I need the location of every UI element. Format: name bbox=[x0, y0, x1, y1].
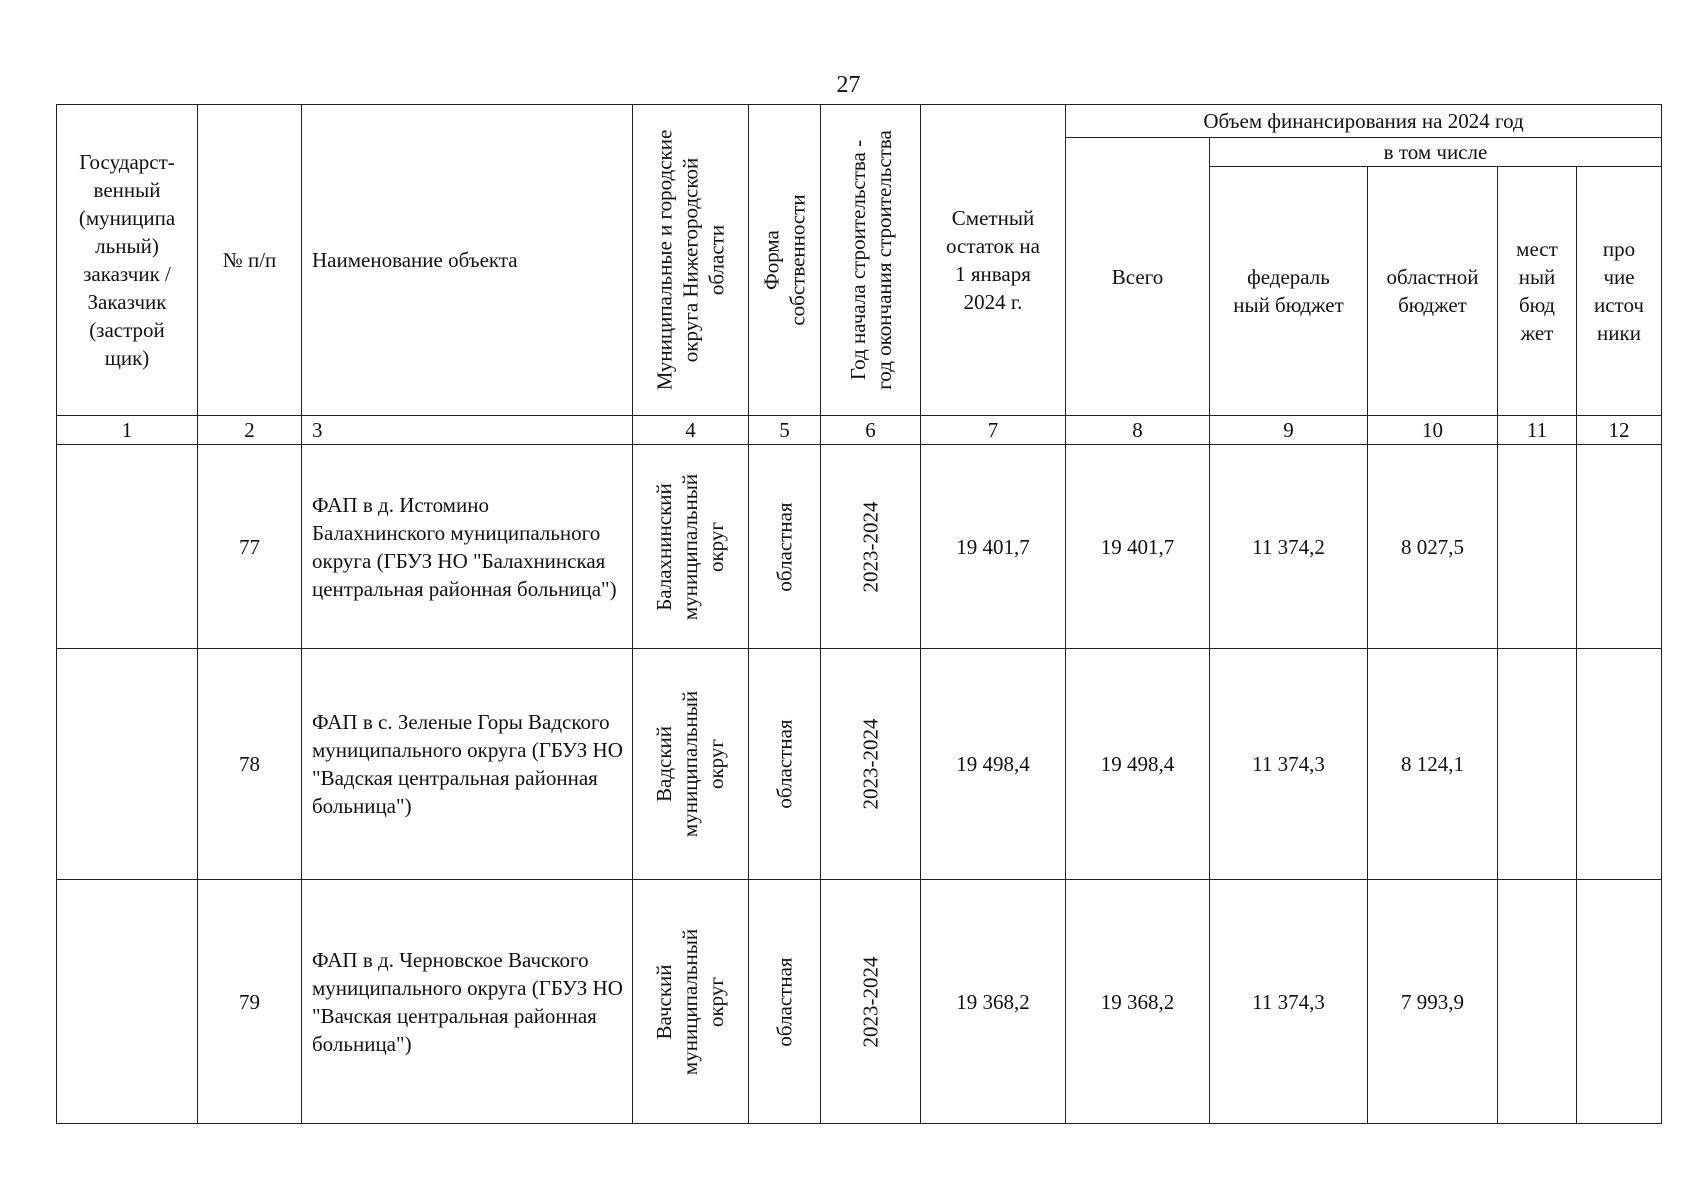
cell-ownership: областная bbox=[749, 649, 821, 880]
col-number: 3 bbox=[302, 416, 633, 445]
header-years: Год начала строительства - год окончания строительства bbox=[821, 105, 921, 416]
cell-estimate: 19 368,2 bbox=[921, 880, 1066, 1124]
cell-district: Вадский муниципальный округ bbox=[633, 649, 749, 880]
col-number: 11 bbox=[1498, 416, 1577, 445]
header-ownership: Форма собственности bbox=[749, 105, 821, 416]
header-other: про чие источ ники bbox=[1577, 167, 1662, 416]
cell-local bbox=[1498, 445, 1577, 649]
col-number: 4 bbox=[633, 416, 749, 445]
header-row-1 bbox=[57, 105, 1662, 138]
cell-other bbox=[1577, 649, 1662, 880]
cell-object-name: ФАП в с. Зеленые Горы Вадского муниципального округа (ГБУЗ НО "Вадская центральная районная больница") bbox=[302, 649, 633, 880]
col-number: 9 bbox=[1210, 416, 1368, 445]
col-number: 8 bbox=[1066, 416, 1210, 445]
cell-federal: 11 374,3 bbox=[1210, 880, 1368, 1124]
cell-other bbox=[1577, 445, 1662, 649]
header-funding-group: Объем финансирования на 2024 год bbox=[1066, 105, 1662, 138]
cell-years: 2023-2024 bbox=[821, 880, 921, 1124]
table-row bbox=[57, 880, 1662, 1124]
cell-customer bbox=[57, 445, 198, 649]
header-customer: Государст- венный (муниципа льный) заказчик / Заказчик (застрой щик) bbox=[57, 105, 198, 416]
page-number: 27 bbox=[836, 72, 861, 98]
cell-regional: 7 993,9 bbox=[1368, 880, 1498, 1124]
cell-district: Балахнинский муниципальный округ bbox=[633, 445, 749, 649]
cell-federal: 11 374,2 bbox=[1210, 445, 1368, 649]
table-row bbox=[57, 649, 1662, 880]
funding-table bbox=[56, 104, 1662, 1124]
column-number-row bbox=[57, 416, 1662, 445]
cell-total: 19 498,4 bbox=[1066, 649, 1210, 880]
cell-total: 19 368,2 bbox=[1066, 880, 1210, 1124]
col-number: 10 bbox=[1368, 416, 1498, 445]
header-district: Муниципальные и городские округа Нижегородской области bbox=[633, 105, 749, 416]
cell-number: 78 bbox=[198, 649, 302, 880]
cell-customer bbox=[57, 880, 198, 1124]
cell-number: 79 bbox=[198, 880, 302, 1124]
header-regional: областной бюджет bbox=[1368, 167, 1498, 416]
cell-object-name: ФАП в д. Черновское Вачского муниципального округа (ГБУЗ НО "Вачская центральная районная больница") bbox=[302, 880, 633, 1124]
col-number: 12 bbox=[1577, 416, 1662, 445]
cell-district: Вачский муниципальный округ bbox=[633, 880, 749, 1124]
cell-other bbox=[1577, 880, 1662, 1124]
cell-ownership: областная bbox=[749, 880, 821, 1124]
cell-estimate: 19 401,7 bbox=[921, 445, 1066, 649]
header-estimate: Сметный остаток на 1 января 2024 г. bbox=[921, 105, 1066, 416]
col-number: 7 bbox=[921, 416, 1066, 445]
col-number: 6 bbox=[821, 416, 921, 445]
cell-local bbox=[1498, 880, 1577, 1124]
header-total: Всего bbox=[1066, 138, 1210, 416]
header-federal: федераль ный бюджет bbox=[1210, 167, 1368, 416]
cell-estimate: 19 498,4 bbox=[921, 649, 1066, 880]
cell-local bbox=[1498, 649, 1577, 880]
header-local: мест ный бюд жет bbox=[1498, 167, 1577, 416]
cell-number: 77 bbox=[198, 445, 302, 649]
col-number: 1 bbox=[57, 416, 198, 445]
col-number: 5 bbox=[749, 416, 821, 445]
cell-regional: 8 027,5 bbox=[1368, 445, 1498, 649]
cell-customer bbox=[57, 649, 198, 880]
cell-years: 2023-2024 bbox=[821, 445, 921, 649]
cell-federal: 11 374,3 bbox=[1210, 649, 1368, 880]
cell-years: 2023-2024 bbox=[821, 649, 921, 880]
header-object-name: Наименование объекта bbox=[302, 105, 633, 416]
cell-object-name: ФАП в д. Истомино Балахнинского муниципального округа (ГБУЗ НО "Балахнинская центральная районная больница") bbox=[302, 445, 633, 649]
table-row bbox=[57, 445, 1662, 649]
cell-regional: 8 124,1 bbox=[1368, 649, 1498, 880]
cell-total: 19 401,7 bbox=[1066, 445, 1210, 649]
header-including: в том числе bbox=[1210, 138, 1662, 167]
cell-ownership: областная bbox=[749, 445, 821, 649]
header-number: № п/п bbox=[198, 105, 302, 416]
col-number: 2 bbox=[198, 416, 302, 445]
